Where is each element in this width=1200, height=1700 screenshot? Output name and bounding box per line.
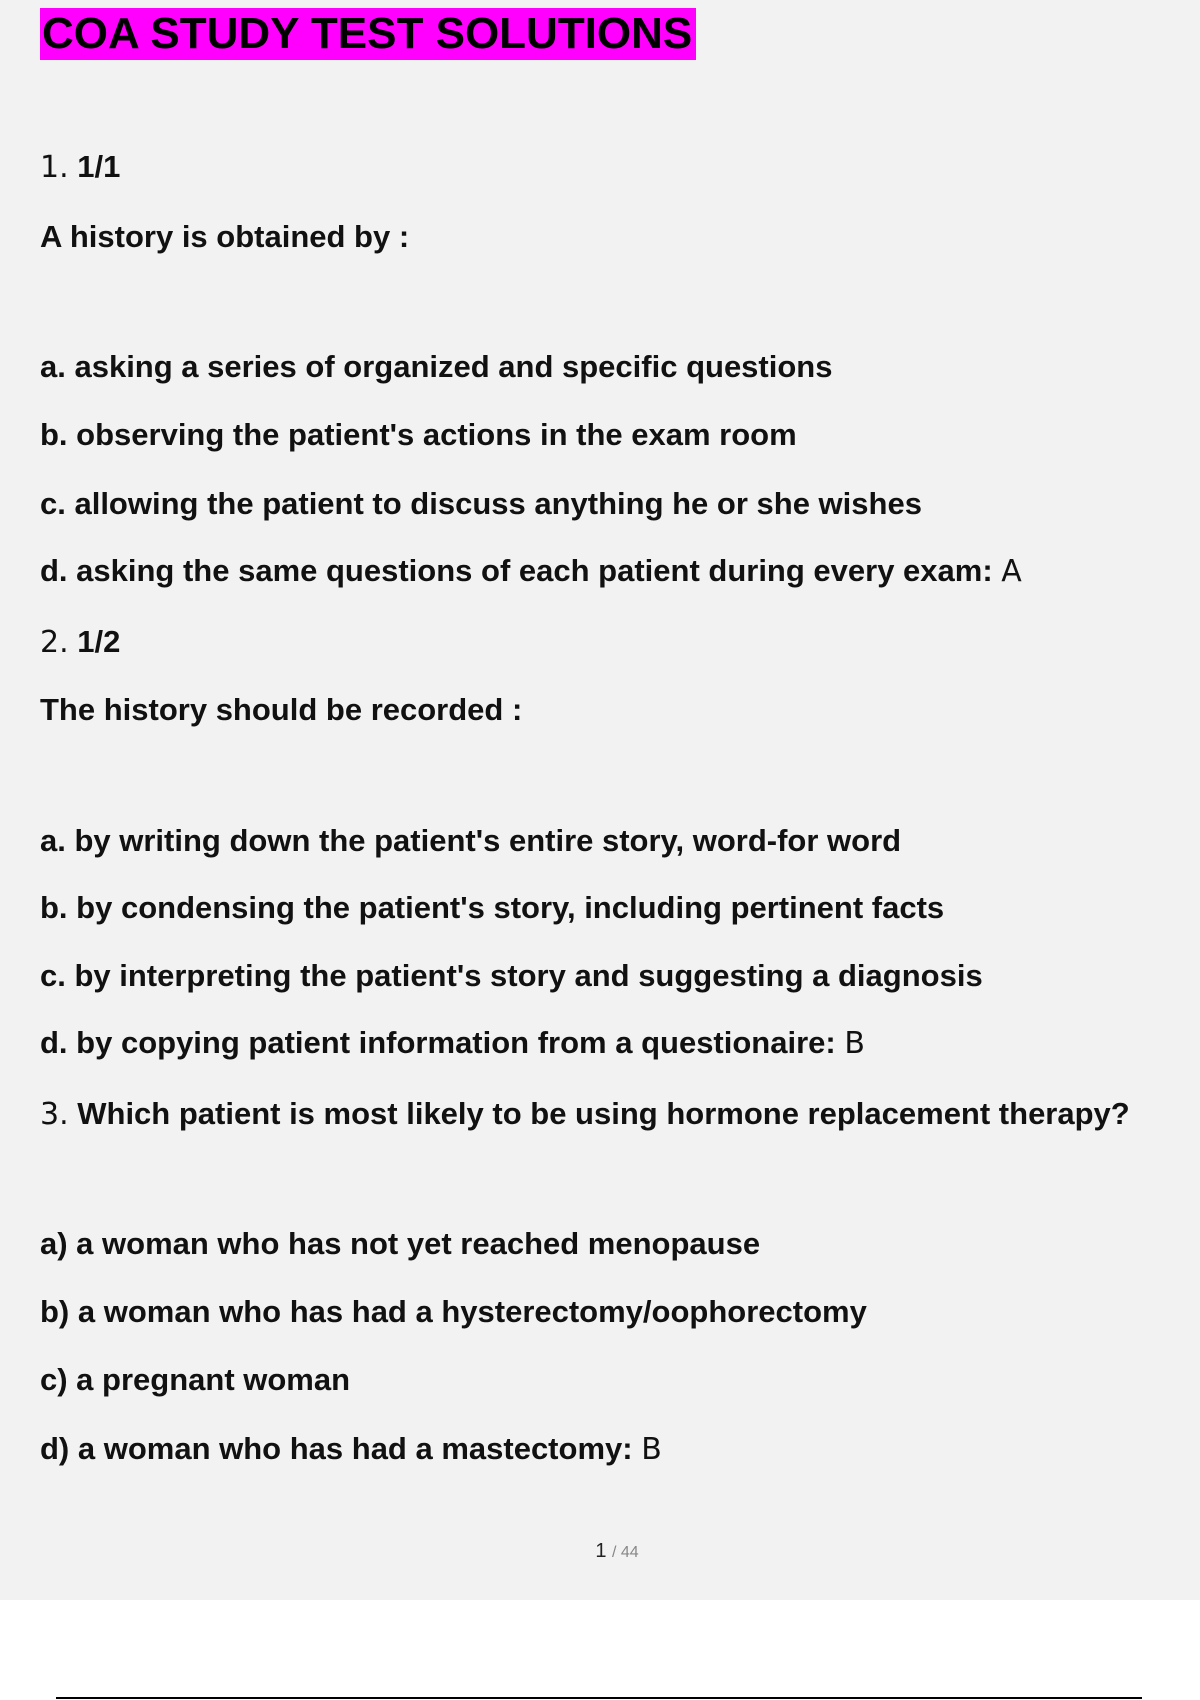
question-header <box>40 1095 1130 1134</box>
correct-answer: B <box>844 1026 865 1061</box>
question-label: 1/2 <box>77 624 121 659</box>
correct-answer: B <box>641 1432 662 1467</box>
answer-option: a. by writing down the patient's entire story, word-for word <box>40 823 902 858</box>
answer-option <box>40 1430 662 1469</box>
total-pages: / 44 <box>612 1544 639 1561</box>
answer-option: a) a woman who has not yet reached menopause <box>40 1226 761 1261</box>
question-number: 3. <box>40 1097 69 1132</box>
question-prompt: A history is obtained by : <box>40 219 410 254</box>
answer-option: c) a pregnant woman <box>40 1362 351 1397</box>
page-indicator <box>0 1540 1200 1563</box>
answer-option: b. observing the patient's actions in the exam room <box>40 417 797 452</box>
correct-answer: A <box>1001 554 1022 589</box>
question-header <box>40 148 120 187</box>
answer-option: b) a woman who has had a hysterectomy/oophorectomy <box>40 1294 867 1329</box>
page-divider <box>56 1697 1142 1699</box>
question-label: Which patient is most likely to be using hormone replacement therapy? <box>77 1096 1130 1131</box>
answer-option <box>40 1024 865 1063</box>
question-number: 1. <box>40 150 69 185</box>
answer-option: b. by condensing the patient's story, including pertinent facts <box>40 890 945 925</box>
answer-option: c. allowing the patient to discuss anything he or she wishes <box>40 486 922 521</box>
question-label: 1/1 <box>77 149 121 184</box>
question-number: 2. <box>40 625 69 660</box>
option-text: d) a woman who has had a mastectomy: <box>40 1431 633 1466</box>
question-prompt: The history should be recorded : <box>40 692 523 727</box>
option-text: d. by copying patient information from a questionaire: <box>40 1025 836 1060</box>
current-page: 1 <box>595 1540 607 1562</box>
question-header <box>40 623 120 662</box>
document-title: COA STUDY TEST SOLUTIONS <box>40 8 696 60</box>
answer-option: a. asking a series of organized and specific questions <box>40 349 833 384</box>
answer-option: c. by interpreting the patient's story and suggesting a diagnosis <box>40 958 983 993</box>
option-text: d. asking the same questions of each patient during every exam: <box>40 553 993 588</box>
answer-option <box>40 552 1022 591</box>
